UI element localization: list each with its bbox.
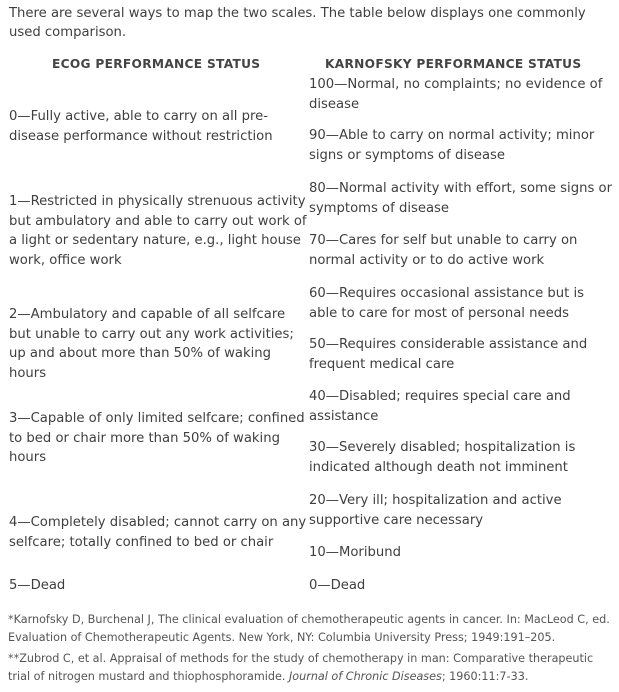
ecog-grade-2: 2—Ambulatory and capable of all selfcare but unable to carry out any work activities; up and about more than 50% of waking hours bbox=[9, 307, 294, 381]
zubrod-reference-citation: ; 1960:11:7-33. bbox=[441, 669, 529, 683]
karnofsky-score-0: 0—Dead bbox=[309, 578, 366, 593]
ecog-grade-1: 1—Restricted in physically strenuous activity but ambulatory and able to carry out work of a light or sedentary nature, e.g., light house work, office work bbox=[9, 194, 307, 268]
ecog-grade-3: 3—Capable of only limited selfcare; confined to bed or chair more than 50% of waking hours bbox=[9, 411, 305, 465]
zubrod-reference-text: **Zubrod C, et al. Appraisal of methods for the study of chemotherapy in man: Comparative therapeutic trial of nitrogen mustard and thiophosphoramide. bbox=[8, 652, 594, 683]
intro-paragraph: There are several ways to map the two scales. The table below displays one commonly used comparison. bbox=[9, 6, 586, 40]
karnofsky-score-40: 40—Disabled; requires special care and assistance bbox=[309, 389, 571, 424]
karnofsky-score-20: 20—Very ill; hospitalization and active supportive care necessary bbox=[309, 493, 562, 528]
karnofsky-score-50: 50—Requires considerable assistance and frequent medical care bbox=[309, 337, 588, 372]
karnofsky-score-90: 90—Able to carry on normal activity; minor signs or symptoms of disease bbox=[309, 128, 595, 163]
karnofsky-score-70: 70—Cares for self but unable to carry on normal activity or to do active work bbox=[309, 233, 578, 268]
zubrod-reference-journal: Journal of Chronic Diseases bbox=[288, 669, 442, 683]
karnofsky-score-10: 10—Moribund bbox=[309, 545, 401, 560]
karnofsky-score-30: 30—Severely disabled; hospitalization is indicated although death not imminent bbox=[309, 440, 576, 475]
karnofsky-column-header: KARNOFSKY PERFORMANCE STATUS bbox=[325, 57, 582, 71]
ecog-grade-5: 5—Dead bbox=[9, 578, 66, 593]
karnofsky-score-80: 80—Normal activity with effort, some signs or symptoms of disease bbox=[309, 181, 612, 216]
ecog-grade-4: 4—Completely disabled; cannot carry on any selfcare; totally confined to bed or chair bbox=[9, 515, 307, 550]
karnofsky-score-100: 100—Normal, no complaints; no evidence of disease bbox=[309, 77, 603, 112]
ecog-grade-0: 0—Fully active, able to carry on all pre-disease performance without restriction bbox=[9, 109, 273, 144]
karnofsky-reference: *Karnofsky D, Burchenal J, The clinical evaluation of chemotherapeutic agents in cancer. In: MacLeod C, ed. Evaluation of Chemotherapeutic Agents. New York, NY: Columbia University Press; 1949:191–205. bbox=[8, 613, 610, 644]
ecog-column-header: ECOG PERFORMANCE STATUS bbox=[52, 57, 261, 71]
karnofsky-score-60: 60—Requires occasional assistance but is able to care for most of personal needs bbox=[309, 286, 585, 321]
zubrod-reference bbox=[8, 650, 613, 685]
